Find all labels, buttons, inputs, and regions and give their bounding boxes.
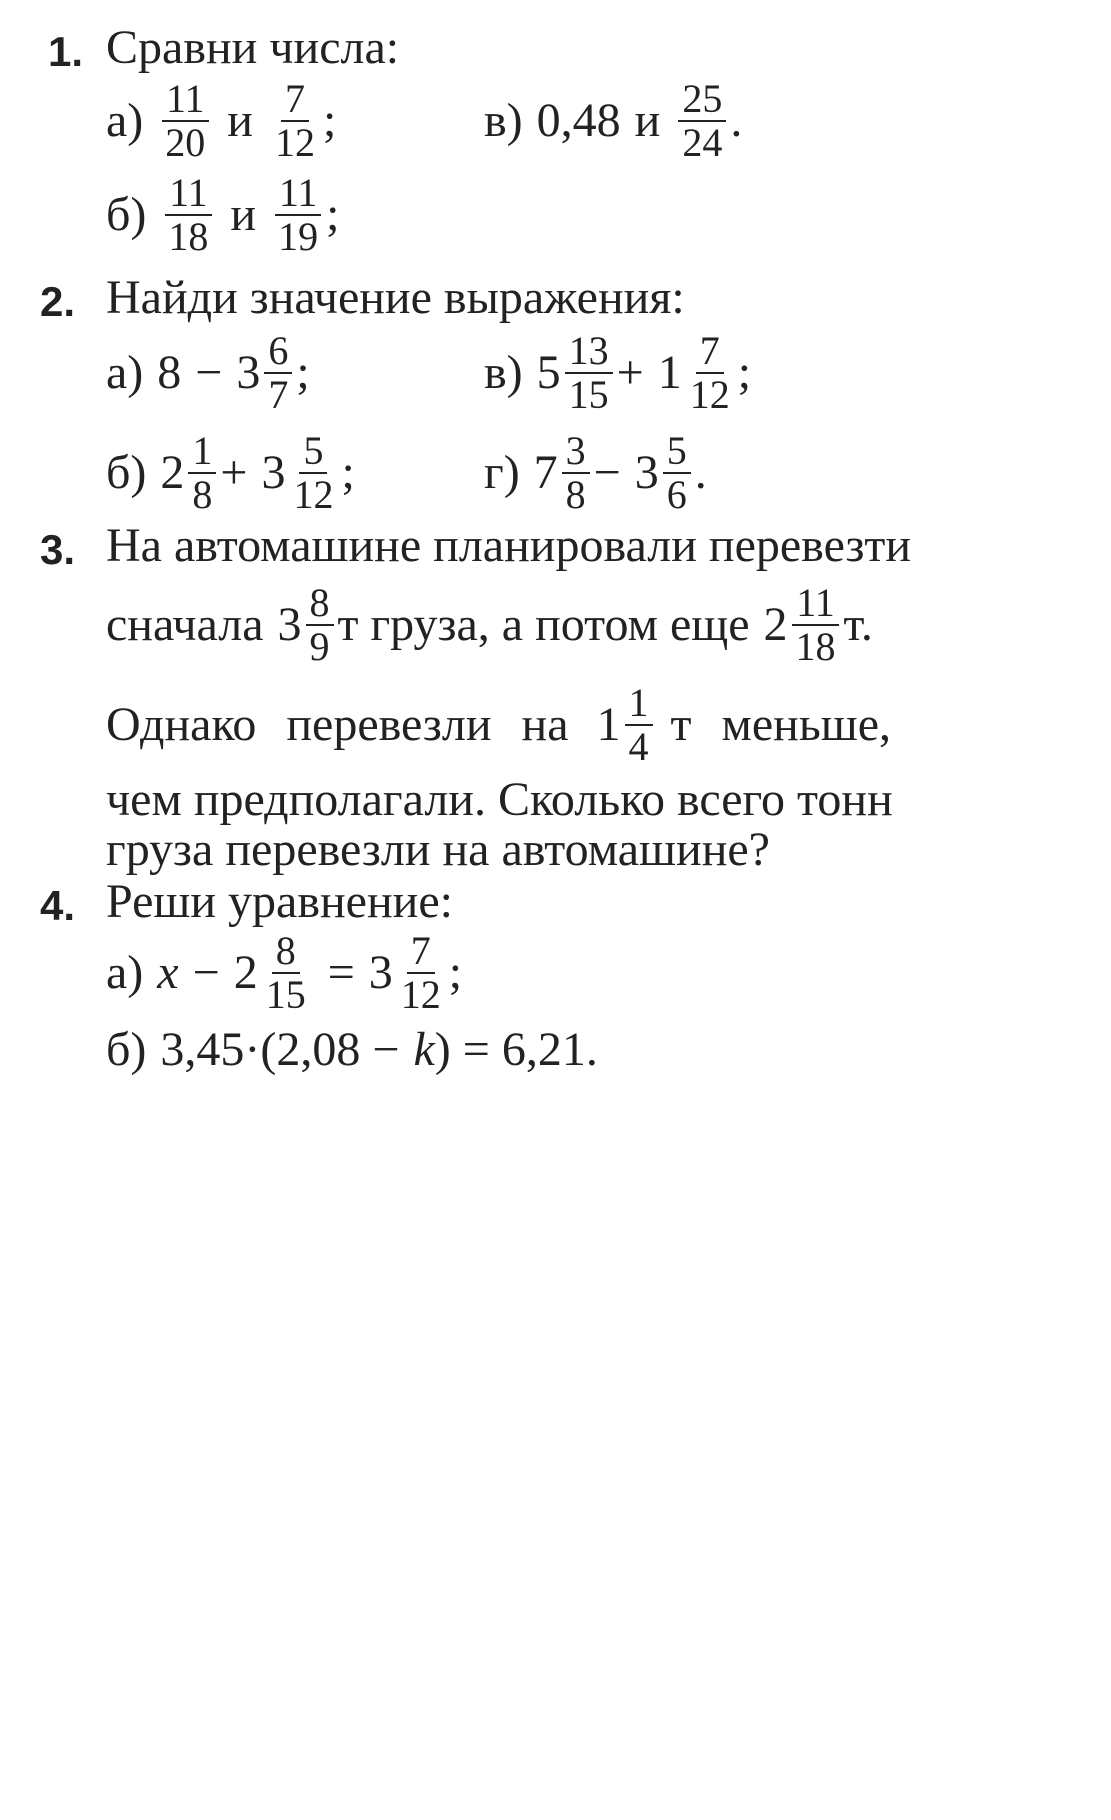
task-4-number: 4. — [40, 882, 76, 929]
task-3-line-3: Однако перевезли на 1 $\frac{1}{4}$ т меньше, — [106, 680, 891, 769]
task-1-title: Сравни числа: — [106, 21, 400, 74]
fraction: $\frac{25}{24}$ — [678, 78, 726, 164]
task-3-line-4: чем предполагали. Сколько всего тонн — [106, 773, 893, 826]
fraction: $\frac{3}{8}$ — [562, 430, 590, 516]
task-2a: а) 8 − 3 $\frac{6}{7}$ ; — [106, 328, 310, 417]
task-2-number: 2. — [40, 278, 76, 325]
fraction: $\frac{13}{15}$ — [565, 330, 613, 416]
fraction: $\frac{5}{6}$ — [663, 430, 691, 516]
task-1-number: 1. — [48, 28, 84, 75]
task-2v: в) 5 $\frac{13}{15}$ + 1 $\frac{7}{12}$ ; — [484, 328, 752, 417]
task-3-number: 3. — [40, 526, 76, 573]
fraction: $\frac{11}{18}$ — [792, 582, 840, 668]
task-4b: б) 3,45·(2,08 − k ) = 6,21. — [106, 1023, 598, 1076]
task-4-title: Реши уравнение: — [106, 875, 453, 928]
task-3-line-1: На автомашине планировали перевезти — [106, 519, 912, 572]
task-2g: г) 7 $\frac{3}{8}$ − 3 $\frac{5}{6}$ . — [484, 428, 707, 517]
task-1b: б) $\frac{11}{18}$ и $\frac{11}{19}$ ; — [106, 170, 340, 259]
fraction: $\frac{5}{12}$ — [293, 428, 334, 517]
fraction: $\frac{11}{19}$ — [274, 172, 322, 258]
task-3-line-2: сначала 3 $\frac{8}{9}$ т груза, а потом еще 2 $\frac{11}{18}$ т. — [106, 580, 873, 669]
fraction: $\frac{7}{12}$ — [689, 328, 730, 417]
fraction: $\frac{11}{20}$ — [161, 78, 209, 164]
task-2-title: Найди значение выражения: — [106, 271, 685, 324]
fraction: $\frac{1}{8}$ — [188, 430, 216, 516]
task-3-line-5: груза перевезли на автомашине? — [106, 823, 770, 876]
fraction: $\frac{6}{7}$ — [264, 330, 292, 416]
fraction: $\frac{7}{12}$ — [400, 928, 441, 1017]
label: а) — [106, 94, 144, 147]
task-4a: а) x − 2 $\frac{8}{15}$ = 3 $\frac{7}{12}$ ; — [106, 928, 463, 1017]
task-2b: б) 2 $\frac{1}{8}$ + 3 $\frac{5}{12}$ ; — [106, 428, 355, 517]
task-1a: а) $\frac{11}{20}$ и $\frac{7}{12}$ ; — [106, 76, 337, 165]
fraction: $\frac{1}{4}$ — [625, 682, 653, 768]
fraction: $\frac{7}{12}$ — [274, 76, 315, 165]
fraction: $\frac{8}{9}$ — [306, 582, 334, 668]
task-1v: в) 0,48 и $\frac{25}{24}$ . — [484, 76, 743, 165]
fraction: $\frac{11}{18}$ — [164, 172, 212, 258]
fraction: $\frac{8}{15}$ — [265, 928, 306, 1017]
